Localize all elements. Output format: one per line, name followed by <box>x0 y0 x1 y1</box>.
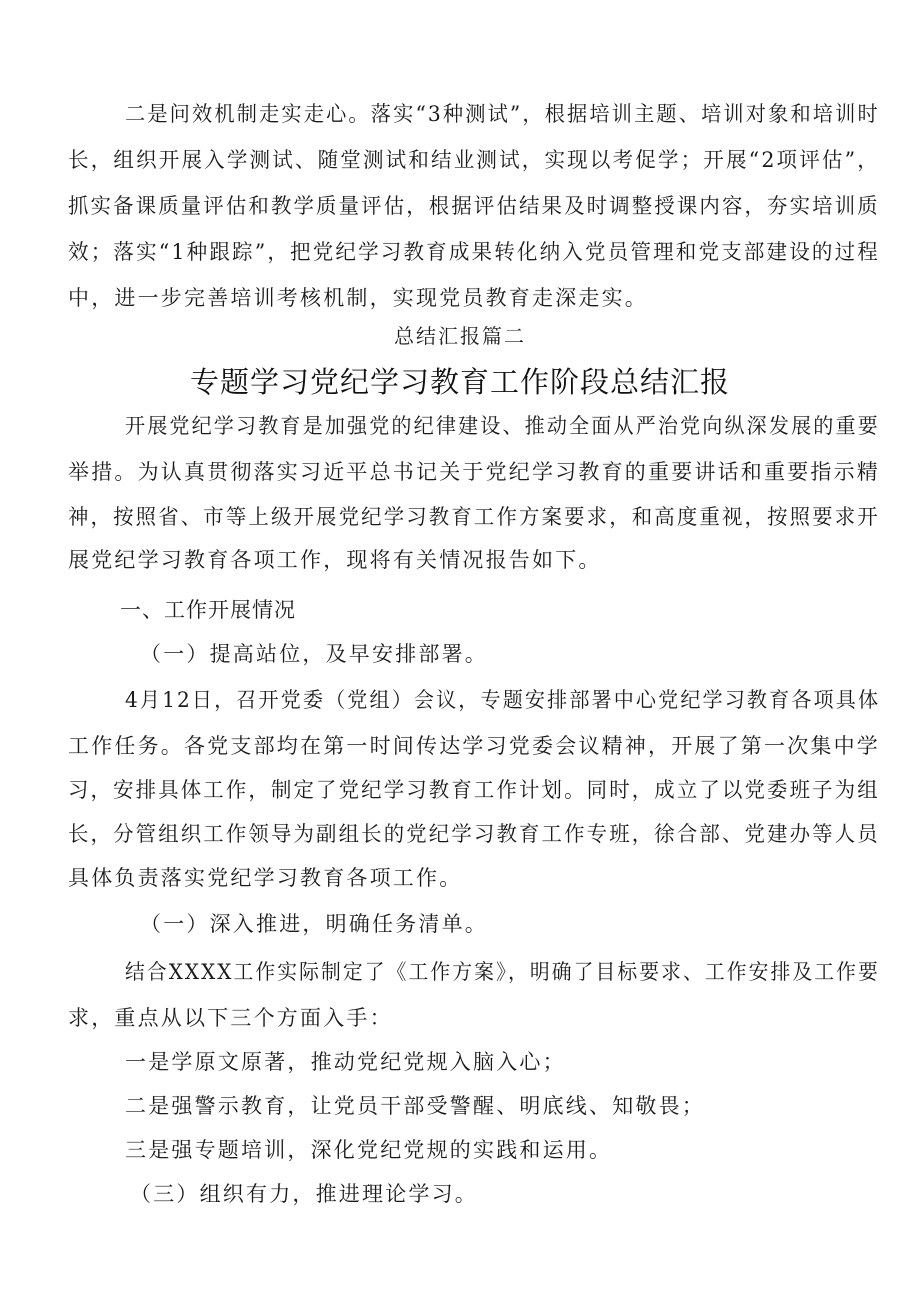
section-heading: 一、工作开展情况 <box>120 598 296 622</box>
paragraph-line: 工作任务。各党支部均在第一时间传达学习党委会议精神，开展了第一次集中学 <box>68 734 880 758</box>
paragraph-line: 结合XXXX工作实际制定了《工作方案》，明确了目标要求、工作安排及工作要 <box>125 960 880 984</box>
paragraph-line: 展党纪学习教育各项工作，现将有关情况报告如下。 <box>68 548 602 572</box>
paragraph-line: 4月12日，召开党委（党组）会议，专题安排部署中心党纪学习教育各项具体 <box>125 688 881 712</box>
list-item: 二是强警示教育，让党员干部受警醒、明底线、知敬畏； <box>125 1094 705 1118</box>
paragraph-line: 长，组织开展入学测试、随堂测试和结业测试，实现以考促学；开展“2项评估”， <box>68 148 880 172</box>
sub-heading: （一）提高站位，及早安排部署。 <box>140 642 488 666</box>
paragraph-line: 求，重点从以下三个方面入手： <box>68 1006 393 1030</box>
paragraph-line: 中，进一步完善培训考核机制，实现党员教育走深走实。 <box>68 286 648 310</box>
sub-heading: （一）深入推进，明确任务清单。 <box>140 912 488 936</box>
section-label: 总结汇报篇二 <box>394 324 526 348</box>
document-title: 专题学习党纪学习教育工作阶段总结汇报 <box>189 365 730 399</box>
paragraph-line: 抓实备课质量评估和教学质量评估，根据评估结果及时调整授课内容，夯实培训质 <box>68 194 880 218</box>
paragraph-line: 二是问效机制走实走心。落实“3种测试”，根据培训主题、培训对象和培训时 <box>125 102 880 126</box>
paragraph-line: 神，按照省、市等上级开展党纪学习教育工作方案要求，和高度重视，按照要求开 <box>68 505 880 529</box>
list-item: 三是强专题培训，深化党纪党规的实践和运用。 <box>125 1138 613 1162</box>
paragraph-line: 效；落实“1种跟踪”，把党纪学习教育成果转化纳入党员管理和党支部建设的过程 <box>68 240 880 264</box>
paragraph-line: 长，分管组织工作领导为副组长的党纪学习教育工作专班，徐合部、党建办等人员 <box>68 822 880 846</box>
paragraph-line: 习，安排具体工作，制定了党纪学习教育工作计划。同时，成立了以党委班子为组 <box>68 778 880 802</box>
list-item: 一是学原文原著，推动党纪党规入脑入心； <box>125 1050 566 1074</box>
paragraph-line: 举措。为认真贯彻落实习近平总书记关于党纪学习教育的重要讲话和重要指示精 <box>68 460 880 484</box>
paragraph-line: 开展党纪学习教育是加强党的纪律建设、推动全面从严治党向纵深发展的重要 <box>125 414 880 438</box>
paragraph-line: 具体负责落实党纪学习教育各项工作。 <box>68 866 463 890</box>
sub-heading: （三）组织有力，推进理论学习。 <box>130 1182 478 1206</box>
